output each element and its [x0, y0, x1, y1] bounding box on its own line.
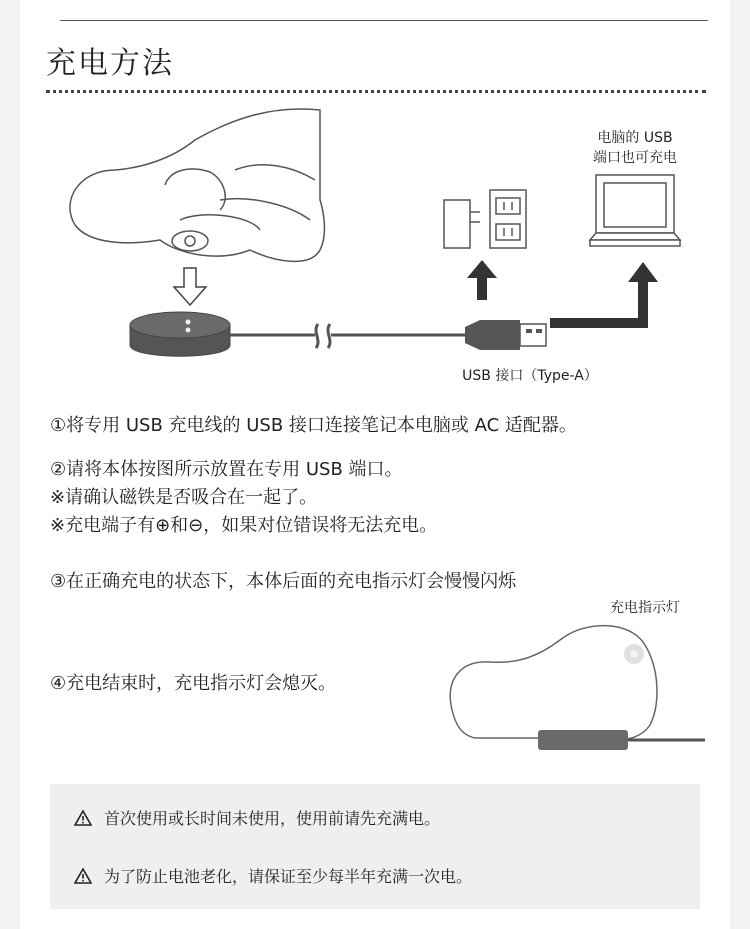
computer-usb-label-line1: 电脑的 USB [597, 130, 673, 146]
charging-diagram [20, 0, 730, 400]
warning-triangle-icon [74, 810, 92, 826]
step-2-note-1: ※请确认磁铁是否吸合在一起了。 [50, 487, 318, 508]
down-arrow-icon [174, 268, 206, 305]
laptop-icon [590, 175, 680, 246]
note-2-text: 为了防止电池老化，请保证至少每半年充满一次电。 [104, 867, 473, 886]
ac-adapter-icon [444, 200, 480, 248]
indicator-light-glow [624, 644, 644, 664]
up-arrow-icon [467, 260, 497, 300]
step-2-note-2: ※充电端子有⊕和⊖，如果对位错误将无法充电。 [50, 515, 438, 536]
wall-socket-icon [490, 190, 526, 248]
step-3: ③在正确充电的状态下，本体后面的充电指示灯会慢慢闪烁 [50, 571, 517, 592]
usb-plug [465, 320, 546, 350]
step-2: ②请将本体按图所示放置在专用 USB 端口。 [50, 459, 403, 480]
computer-usb-label-line2: 端口也可充电 [593, 150, 677, 166]
usb-port-label: USB 接口（Type-A） [462, 368, 598, 384]
note-row-1 [74, 806, 440, 829]
step-1: ①将专用 USB 充电线的 USB 接口连接笔记本电脑或 AC 适配器。 [50, 415, 577, 436]
step-4: ④充电结束时，充电指示灯会熄灭。 [50, 673, 337, 694]
notes-box [50, 784, 700, 909]
page-title: 充电方法 [46, 46, 174, 81]
note-row-2 [74, 864, 472, 887]
warning-triangle-icon [74, 868, 92, 884]
charging-base [130, 312, 230, 356]
indicator-label: 充电指示灯 [610, 600, 680, 616]
note-1-text: 首次使用或长时间未使用，使用前请先充满电。 [104, 809, 441, 828]
device-side-illustration [450, 626, 705, 750]
device-button-icon [172, 231, 208, 251]
page [20, 0, 730, 929]
indicator-light [630, 650, 638, 658]
elbow-arrow-icon [550, 262, 658, 328]
usb-cable [230, 324, 465, 348]
computer-usb-label [580, 128, 690, 168]
